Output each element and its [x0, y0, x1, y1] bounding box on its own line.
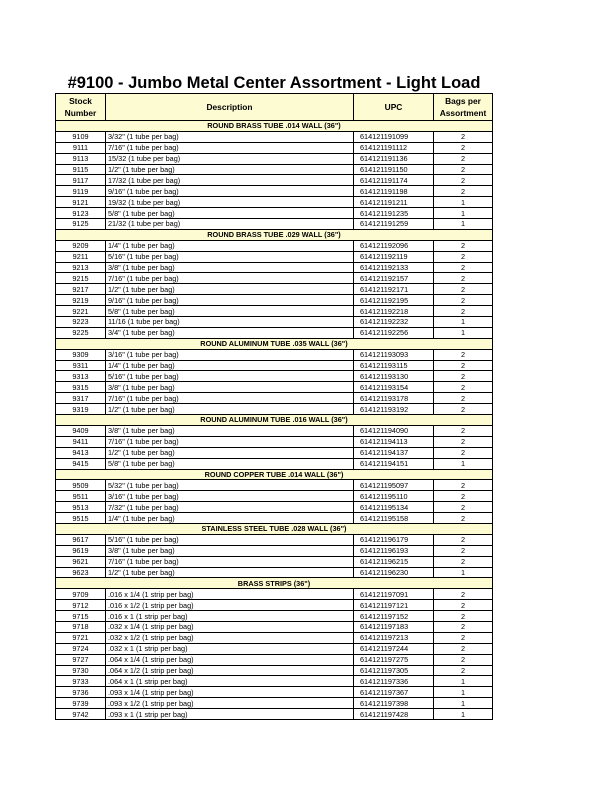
- upc-cell: 614121192119: [354, 251, 434, 262]
- header-stock-line1: Stock: [69, 96, 92, 106]
- stock-number-cell: 9119: [56, 186, 106, 197]
- bags-cell: 2: [434, 404, 493, 415]
- section-header-row: [56, 121, 493, 132]
- upc-cell: 614121194090: [354, 425, 434, 436]
- bags-cell: 1: [434, 219, 493, 230]
- table-row: [56, 164, 493, 175]
- bags-cell: 2: [434, 393, 493, 404]
- description-cell: 1/2" (1 tube per bag): [106, 284, 354, 295]
- bags-cell: 2: [434, 556, 493, 567]
- table-row: [56, 393, 493, 404]
- stock-number-cell: 9730: [56, 665, 106, 676]
- description-cell: 7/32" (1 tube per bag): [106, 502, 354, 513]
- table-row: [56, 404, 493, 415]
- upc-cell: 614121191150: [354, 164, 434, 175]
- upc-cell: 614121197183: [354, 621, 434, 632]
- table-row: [56, 131, 493, 142]
- description-cell: 5/32" (1 tube per bag): [106, 480, 354, 491]
- description-cell: 1/2" (1 tube per bag): [106, 567, 354, 578]
- description-cell: 1/2" (1 tube per bag): [106, 164, 354, 175]
- upc-cell: 614121197244: [354, 643, 434, 654]
- bags-cell: 2: [434, 480, 493, 491]
- description-cell: 7/16" (1 tube per bag): [106, 393, 354, 404]
- stock-number-cell: 9219: [56, 295, 106, 306]
- upc-cell: 614121192218: [354, 306, 434, 317]
- header-bags-per-assortment: [434, 94, 493, 121]
- bags-cell: 2: [434, 382, 493, 393]
- stock-number-cell: 9211: [56, 251, 106, 262]
- section-header-row: [56, 523, 493, 534]
- bags-cell: 2: [434, 164, 493, 175]
- stock-number-cell: 9117: [56, 175, 106, 186]
- bags-cell: 2: [434, 665, 493, 676]
- stock-number-cell: 9209: [56, 240, 106, 251]
- bags-cell: 2: [434, 447, 493, 458]
- table-row: [56, 502, 493, 513]
- bags-cell: 2: [434, 284, 493, 295]
- table-row: [56, 436, 493, 447]
- bags-cell: 2: [434, 643, 493, 654]
- description-cell: 5/8" (1 tube per bag): [106, 306, 354, 317]
- stock-number-cell: 9217: [56, 284, 106, 295]
- stock-number-cell: 9509: [56, 480, 106, 491]
- stock-number-cell: 9721: [56, 632, 106, 643]
- table-row: [56, 480, 493, 491]
- description-cell: .093 x 1/2 (1 strip per bag): [106, 698, 354, 709]
- upc-cell: 614121197336: [354, 676, 434, 687]
- bags-cell: 2: [434, 545, 493, 556]
- upc-cell: 614121196179: [354, 534, 434, 545]
- bags-cell: 1: [434, 458, 493, 469]
- description-cell: 5/8" (1 tube per bag): [106, 208, 354, 219]
- upc-cell: 614121193192: [354, 404, 434, 415]
- table-row: [56, 175, 493, 186]
- table-row: [56, 153, 493, 164]
- description-cell: 3/8" (1 tube per bag): [106, 382, 354, 393]
- description-cell: 5/8" (1 tube per bag): [106, 458, 354, 469]
- stock-number-cell: 9125: [56, 219, 106, 230]
- stock-number-cell: 9619: [56, 545, 106, 556]
- table-row: [56, 208, 493, 219]
- table-body: [56, 121, 493, 720]
- description-cell: .016 x 1 (1 strip per bag): [106, 611, 354, 622]
- header-bags-line1: Bags per: [445, 96, 481, 106]
- upc-cell: 614121193115: [354, 360, 434, 371]
- table-row: [56, 382, 493, 393]
- stock-number-cell: 9109: [56, 131, 106, 142]
- description-cell: 5/16" (1 tube per bag): [106, 534, 354, 545]
- bags-cell: 2: [434, 306, 493, 317]
- stock-number-cell: 9315: [56, 382, 106, 393]
- description-cell: .064 x 1/2 (1 strip per bag): [106, 665, 354, 676]
- section-title: ROUND ALUMINUM TUBE .035 WALL (36"): [56, 338, 493, 349]
- table-row: [56, 251, 493, 262]
- table-row: [56, 317, 493, 328]
- stock-number-cell: 9313: [56, 371, 106, 382]
- bags-cell: 2: [434, 360, 493, 371]
- upc-cell: 614121191211: [354, 197, 434, 208]
- bags-cell: 2: [434, 534, 493, 545]
- stock-number-cell: 9413: [56, 447, 106, 458]
- header-upc: UPC: [354, 94, 434, 121]
- description-cell: .032 x 1/4 (1 strip per bag): [106, 621, 354, 632]
- table-row: [56, 611, 493, 622]
- bags-cell: 1: [434, 698, 493, 709]
- bags-cell: 1: [434, 567, 493, 578]
- upc-cell: 614121197428: [354, 709, 434, 720]
- upc-cell: 614121197152: [354, 611, 434, 622]
- table-row: [56, 632, 493, 643]
- table-row: [56, 687, 493, 698]
- bags-cell: 2: [434, 240, 493, 251]
- bags-cell: 1: [434, 709, 493, 720]
- upc-cell: 614121195134: [354, 502, 434, 513]
- assortment-table: [55, 93, 493, 720]
- stock-number-cell: 9223: [56, 317, 106, 328]
- table-row: [56, 545, 493, 556]
- stock-number-cell: 9727: [56, 654, 106, 665]
- bags-cell: 2: [434, 349, 493, 360]
- stock-number-cell: 9415: [56, 458, 106, 469]
- stock-number-cell: 9311: [56, 360, 106, 371]
- section-title: ROUND ALUMINUM TUBE .016 WALL (36"): [56, 415, 493, 426]
- upc-cell: 614121196230: [354, 567, 434, 578]
- table-row: [56, 240, 493, 251]
- upc-cell: 614121193093: [354, 349, 434, 360]
- description-cell: 11/16 (1 tube per bag): [106, 317, 354, 328]
- stock-number-cell: 9123: [56, 208, 106, 219]
- bags-cell: 2: [434, 371, 493, 382]
- upc-cell: 614121192232: [354, 317, 434, 328]
- table-row: [56, 284, 493, 295]
- section-header-row: [56, 229, 493, 240]
- section-title: STAINLESS STEEL TUBE .028 WALL (36"): [56, 523, 493, 534]
- description-cell: 5/16" (1 tube per bag): [106, 371, 354, 382]
- stock-number-cell: 9724: [56, 643, 106, 654]
- section-title: ROUND BRASS TUBE .014 WALL (36"): [56, 121, 493, 132]
- bags-cell: 1: [434, 317, 493, 328]
- bags-cell: 2: [434, 600, 493, 611]
- stock-number-cell: 9712: [56, 600, 106, 611]
- table-row: [56, 219, 493, 230]
- description-cell: 19/32 (1 tube per bag): [106, 197, 354, 208]
- description-cell: 9/16" (1 tube per bag): [106, 295, 354, 306]
- section-header-row: [56, 469, 493, 480]
- stock-number-cell: 9515: [56, 513, 106, 524]
- description-cell: 9/16" (1 tube per bag): [106, 186, 354, 197]
- bags-cell: 2: [434, 131, 493, 142]
- upc-cell: 614121197091: [354, 589, 434, 600]
- table-row: [56, 447, 493, 458]
- table-row: [56, 567, 493, 578]
- bags-cell: 1: [434, 676, 493, 687]
- description-cell: 21/32 (1 tube per bag): [106, 219, 354, 230]
- table-row: [56, 425, 493, 436]
- upc-cell: 614121197367: [354, 687, 434, 698]
- upc-cell: 614121196193: [354, 545, 434, 556]
- stock-number-cell: 9742: [56, 709, 106, 720]
- upc-cell: 614121194151: [354, 458, 434, 469]
- upc-cell: 614121192171: [354, 284, 434, 295]
- stock-number-cell: 9513: [56, 502, 106, 513]
- description-cell: 3/32" (1 tube per bag): [106, 131, 354, 142]
- bags-cell: 2: [434, 502, 493, 513]
- stock-number-cell: 9511: [56, 491, 106, 502]
- stock-number-cell: 9309: [56, 349, 106, 360]
- bags-cell: 2: [434, 186, 493, 197]
- bags-cell: 1: [434, 197, 493, 208]
- table-row: [56, 273, 493, 284]
- table-row: [56, 306, 493, 317]
- table-row: [56, 491, 493, 502]
- description-cell: .032 x 1/2 (1 strip per bag): [106, 632, 354, 643]
- upc-cell: 614121197121: [354, 600, 434, 611]
- stock-number-cell: 9739: [56, 698, 106, 709]
- table-row: [56, 676, 493, 687]
- description-cell: .016 x 1/4 (1 strip per bag): [106, 589, 354, 600]
- bags-cell: 2: [434, 611, 493, 622]
- description-cell: .093 x 1 (1 strip per bag): [106, 709, 354, 720]
- stock-number-cell: 9623: [56, 567, 106, 578]
- bags-cell: 2: [434, 295, 493, 306]
- bags-cell: 2: [434, 142, 493, 153]
- description-cell: 1/2" (1 tube per bag): [106, 447, 354, 458]
- description-cell: 1/4" (1 tube per bag): [106, 360, 354, 371]
- description-cell: 1/4" (1 tube per bag): [106, 513, 354, 524]
- upc-cell: 614121195097: [354, 480, 434, 491]
- description-cell: 15/32 (1 tube per bag): [106, 153, 354, 164]
- description-cell: 3/8" (1 tube per bag): [106, 262, 354, 273]
- upc-cell: 614121194113: [354, 436, 434, 447]
- table-row: [56, 360, 493, 371]
- bags-cell: 2: [434, 654, 493, 665]
- description-cell: .016 x 1/2 (1 strip per bag): [106, 600, 354, 611]
- header-description: Description: [106, 94, 354, 121]
- bags-cell: 1: [434, 327, 493, 338]
- stock-number-cell: 9213: [56, 262, 106, 273]
- description-cell: 5/16" (1 tube per bag): [106, 251, 354, 262]
- bags-cell: 2: [434, 425, 493, 436]
- table-row: [56, 709, 493, 720]
- section-title: ROUND BRASS TUBE .029 WALL (36"): [56, 229, 493, 240]
- table-row: [56, 654, 493, 665]
- upc-cell: 614121191112: [354, 142, 434, 153]
- stock-number-cell: 9715: [56, 611, 106, 622]
- table-row: [56, 643, 493, 654]
- table-row: [56, 327, 493, 338]
- table-row: [56, 600, 493, 611]
- stock-number-cell: 9111: [56, 142, 106, 153]
- stock-number-cell: 9319: [56, 404, 106, 415]
- stock-number-cell: 9317: [56, 393, 106, 404]
- stock-number-cell: 9733: [56, 676, 106, 687]
- table-row: [56, 458, 493, 469]
- upc-cell: 614121192157: [354, 273, 434, 284]
- upc-cell: 614121197305: [354, 665, 434, 676]
- header-stock-number: [56, 94, 106, 121]
- upc-cell: 614121191198: [354, 186, 434, 197]
- description-cell: 7/16" (1 tube per bag): [106, 273, 354, 284]
- bags-cell: 2: [434, 436, 493, 447]
- description-cell: .093 x 1/4 (1 strip per bag): [106, 687, 354, 698]
- table-row: [56, 556, 493, 567]
- stock-number-cell: 9718: [56, 621, 106, 632]
- page-title: #9100 - Jumbo Metal Center Assortment - Light Load: [67, 74, 481, 92]
- header-stock-line2: Number: [64, 108, 97, 118]
- stock-number-cell: 9215: [56, 273, 106, 284]
- upc-cell: 614121191136: [354, 153, 434, 164]
- description-cell: 3/4" (1 tube per bag): [106, 327, 354, 338]
- upc-cell: 614121195110: [354, 491, 434, 502]
- table-row: [56, 371, 493, 382]
- description-cell: 3/8" (1 tube per bag): [106, 545, 354, 556]
- section-header-row: [56, 578, 493, 589]
- table-row: [56, 186, 493, 197]
- section-header-row: [56, 415, 493, 426]
- table-row: [56, 295, 493, 306]
- table-row: [56, 665, 493, 676]
- upc-cell: 614121191259: [354, 219, 434, 230]
- table-row: [56, 621, 493, 632]
- upc-cell: 614121193178: [354, 393, 434, 404]
- bags-cell: 2: [434, 175, 493, 186]
- header-bags-line2: Assortment: [439, 108, 487, 118]
- description-cell: 3/16" (1 tube per bag): [106, 491, 354, 502]
- stock-number-cell: 9121: [56, 197, 106, 208]
- upc-cell: 614121197213: [354, 632, 434, 643]
- bags-cell: 2: [434, 273, 493, 284]
- description-cell: 7/16" (1 tube per bag): [106, 556, 354, 567]
- description-cell: 1/4" (1 tube per bag): [106, 240, 354, 251]
- table-row: [56, 534, 493, 545]
- bags-cell: 2: [434, 621, 493, 632]
- upc-cell: 614121194137: [354, 447, 434, 458]
- upc-cell: 614121192195: [354, 295, 434, 306]
- description-cell: 7/16" (1 tube per bag): [106, 142, 354, 153]
- bags-cell: 2: [434, 153, 493, 164]
- upc-cell: 614121191099: [354, 131, 434, 142]
- bags-cell: 2: [434, 632, 493, 643]
- table-row: [56, 698, 493, 709]
- bags-cell: 1: [434, 208, 493, 219]
- table-row: [56, 589, 493, 600]
- stock-number-cell: 9113: [56, 153, 106, 164]
- description-cell: 1/2" (1 tube per bag): [106, 404, 354, 415]
- table-row: [56, 349, 493, 360]
- upc-cell: 614121192133: [354, 262, 434, 273]
- description-cell: 7/16" (1 tube per bag): [106, 436, 354, 447]
- stock-number-cell: 9709: [56, 589, 106, 600]
- table-row: [56, 197, 493, 208]
- upc-cell: 614121193154: [354, 382, 434, 393]
- description-cell: 3/8" (1 tube per bag): [106, 425, 354, 436]
- upc-cell: 614121193130: [354, 371, 434, 382]
- stock-number-cell: 9409: [56, 425, 106, 436]
- stock-number-cell: 9225: [56, 327, 106, 338]
- description-cell: .064 x 1/4 (1 strip per bag): [106, 654, 354, 665]
- bags-cell: 2: [434, 262, 493, 273]
- upc-cell: 614121197275: [354, 654, 434, 665]
- description-cell: .064 x 1 (1 strip per bag): [106, 676, 354, 687]
- description-cell: 3/16" (1 tube per bag): [106, 349, 354, 360]
- bags-cell: 2: [434, 251, 493, 262]
- table-row: [56, 513, 493, 524]
- stock-number-cell: 9617: [56, 534, 106, 545]
- bags-cell: 2: [434, 589, 493, 600]
- section-header-row: [56, 338, 493, 349]
- description-cell: .032 x 1 (1 strip per bag): [106, 643, 354, 654]
- table-header: [56, 94, 493, 121]
- stock-number-cell: 9221: [56, 306, 106, 317]
- bags-cell: 2: [434, 513, 493, 524]
- description-cell: 17/32 (1 tube per bag): [106, 175, 354, 186]
- stock-number-cell: 9621: [56, 556, 106, 567]
- upc-cell: 614121192256: [354, 327, 434, 338]
- table-row: [56, 262, 493, 273]
- table-row: [56, 142, 493, 153]
- upc-cell: 614121192096: [354, 240, 434, 251]
- upc-cell: 614121195158: [354, 513, 434, 524]
- bags-cell: 2: [434, 491, 493, 502]
- section-title: BRASS STRIPS (36"): [56, 578, 493, 589]
- upc-cell: 614121197398: [354, 698, 434, 709]
- upc-cell: 614121196215: [354, 556, 434, 567]
- upc-cell: 614121191235: [354, 208, 434, 219]
- stock-number-cell: 9115: [56, 164, 106, 175]
- bags-cell: 1: [434, 687, 493, 698]
- section-title: ROUND COPPER TUBE .014 WALL (36"): [56, 469, 493, 480]
- stock-number-cell: 9411: [56, 436, 106, 447]
- upc-cell: 614121191174: [354, 175, 434, 186]
- stock-number-cell: 9736: [56, 687, 106, 698]
